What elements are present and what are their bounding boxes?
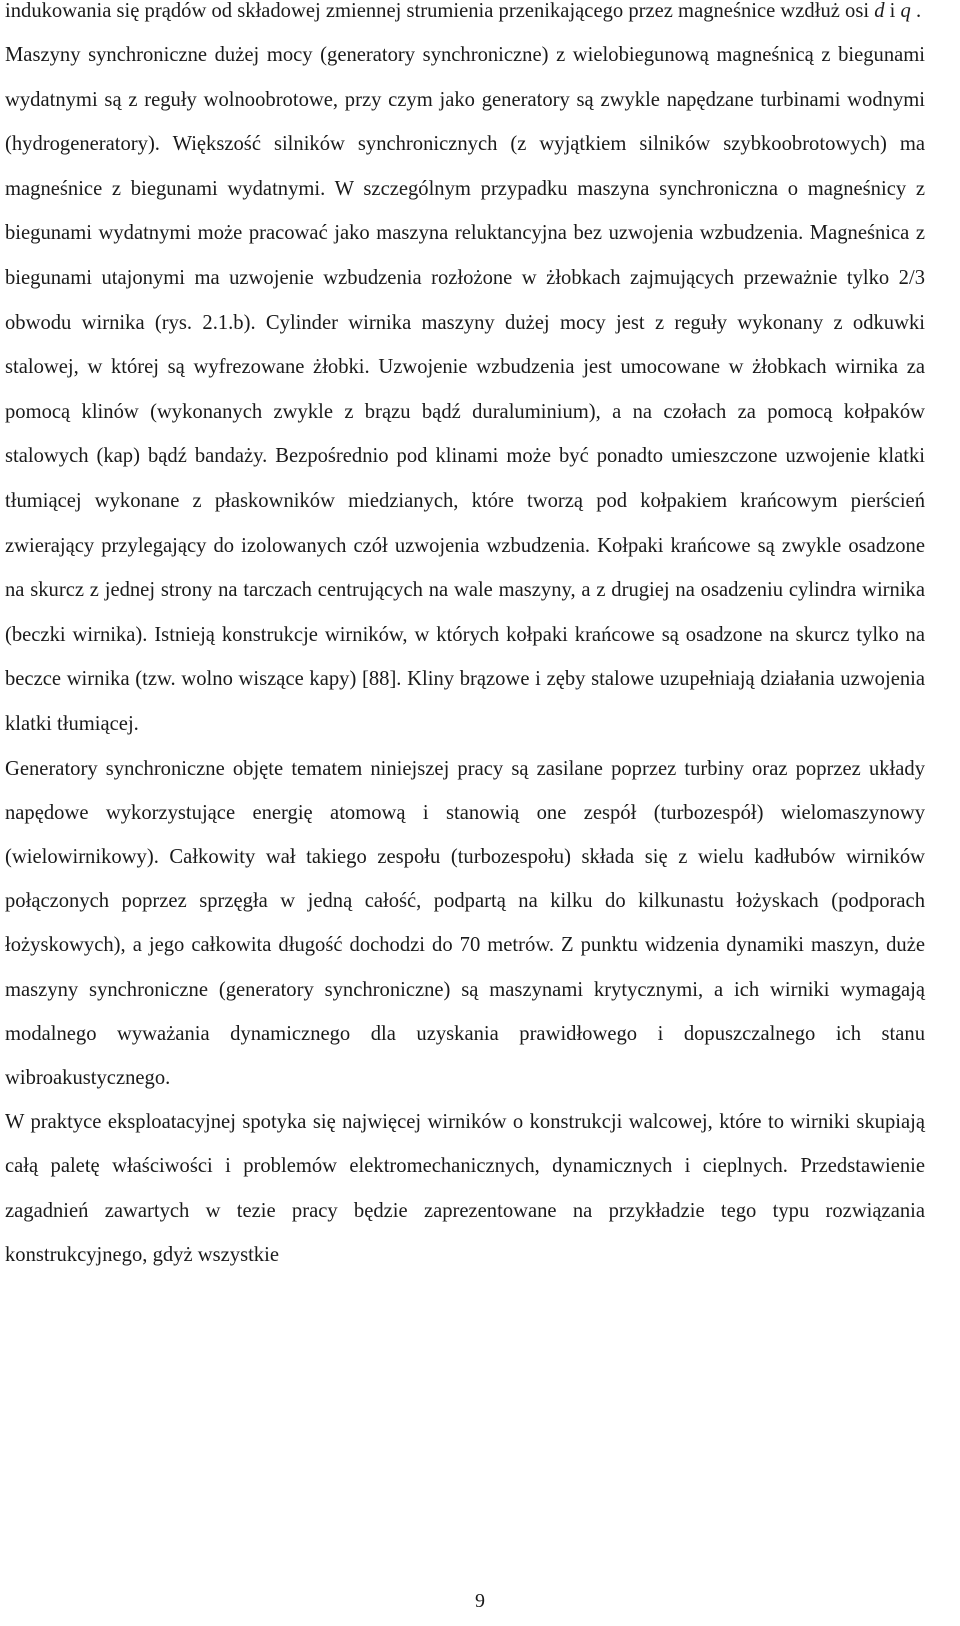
page-number: 9 (475, 1590, 485, 1612)
axis-d-symbol: d (874, 0, 885, 22)
paragraph-2: Maszyny synchroniczne dużej mocy (generatory synchroniczne) z wielobiegunową magneśnicą z biegunami wydatnymi są z reguły wolnoobrotowe, przy czym jako generatory są zwykle napędzane turbinami wodnymi (hydrogeneratory). Większość silników synchronicznych (z wyjątkiem silników szybkoobrotowych) ma magneśnice z biegunami wydatnymi. W szczególnym przypadku maszyna synchroniczna o magneśnicy z biegunami wydatnymi może pracować jako maszyna reluktancyjna bez uzwojenia wzbudzenia. Magneśnica z biegunami utajonymi ma uzwojenie wzbudzenia rozłożone w żłobkach zajmujących przeważnie tylko 2/3 obwodu wirnika (rys. 2.1.b). Cylinder wirnika maszyny dużej mocy jest z reguły wykonany z odkuwki stalowej, w której są wyfrezowane żłobki. Uzwojenie wzbudzenia jest umocowane w żłobkach wirnika za pomocą klinów (wykonanych zwykle z brązu bądź duraluminium), a na czołach za pomocą kołpaków stalowych (kap) bądź bandaży. Bezpośrednio pod klinami może być ponadto umieszczone uzwojenie klatki tłumiącej wykonane z płaskowników miedzianych, które tworzą pod kołpakiem krańcowym pierścień zwierający przylegający do izolowanych czół uzwojenia wzbudzenia. Kołpaki krańcowe są zwykle osadzone na skurcz z jednej strony na tarczach centrujących na wale maszyny, a z drugiej na osadzeniu cylindra wirnika (beczki wirnika). Istnieją konstrukcje wirników, w których kołpaki krańcowe są osadzone na skurcz tylko na beczce wirnika (tzw. wolno wiszące kapy) [88]. Kliny brązowe i zęby stalowe uzupełniają działania uzwojenia klatki tłumiącej. (5, 44, 925, 735)
document-body (5, 0, 925, 1277)
paragraph-1-text: indukowania się prądów od składowej zmiennej strumienia przenikającego przez magneśnice wzdłuż osi (5, 0, 875, 22)
axis-q-symbol: q (900, 0, 911, 22)
paragraph-1 (5, 0, 925, 33)
paragraph-3: Generatory synchroniczne objęte tematem niniejszej pracy są zasilane poprzez turbiny oraz poprzez układy napędowe wykorzystujące energię atomową i stanowią one zespół (turbozespół) wielomaszynowy (wielowirnikowy). Całkowity wał takiego zespołu (turbozespołu) składa się z wielu kadłubów wirników połączonych poprzez sprzęgła w jedną całość, podpartą na kilku do kilkunastu łożyskach (podporach łożyskowych), a jego całkowita długość dochodzi do 70 metrów. Z punktu widzenia dynamiki maszyn, duże maszyny synchroniczne (generatory synchroniczne) są maszynami krytycznymi, a ich wirniki wymagają modalnego wyważania dynamicznego dla uzyskania prawidłowego i dopuszczalnego ich stanu wibroakustycznego. (5, 757, 925, 1089)
conjunction-text: i (884, 0, 901, 22)
paragraph-4: W praktyce eksploatacyjnej spotyka się najwięcej wirników o konstrukcji walcowej, które to wirniki skupiają całą paletę właściwości i problemów elektromechanicznych, dynamicznych i cieplnych. Przedstawienie zagadnień zawartych w tezie pracy będzie zaprezentowane na przykładzie tego typu rozwiązania konstrukcyjnego, gdyż wszystkie (5, 1111, 925, 1266)
sentence-end: . (910, 0, 922, 22)
